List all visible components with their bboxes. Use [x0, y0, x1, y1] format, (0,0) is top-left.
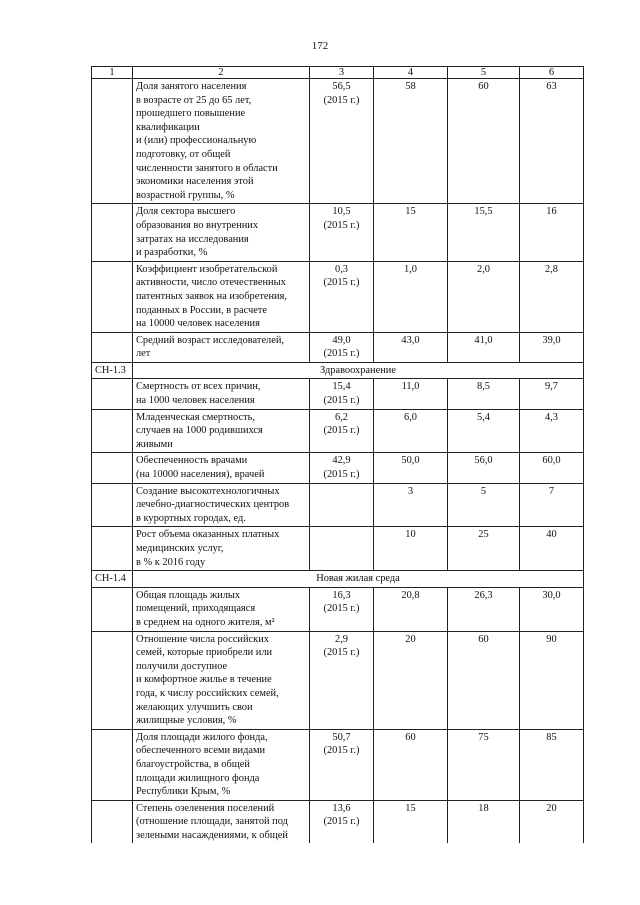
target-value-col6: 4,3 — [520, 409, 584, 453]
base-value: 49,0 (2015 г.) — [310, 332, 374, 362]
target-value-col5: 8,5 — [448, 379, 520, 409]
target-value-col5: 2,0 — [448, 261, 520, 332]
indicator-row — [92, 453, 584, 483]
indicator-row — [92, 587, 584, 631]
indicator-row — [92, 332, 584, 362]
section-row — [92, 362, 584, 379]
target-value-col5: 18 — [448, 800, 520, 843]
column-number-5: 5 — [448, 67, 520, 79]
target-value-col6: 60,0 — [520, 453, 584, 483]
indicator-row — [92, 379, 584, 409]
code-cell — [92, 79, 133, 204]
base-value: 13,6 (2015 г.) — [310, 800, 374, 843]
indicator-name: Общая площадь жилых помещений, приходящаяся в среднем на одного жителя, м² — [133, 587, 310, 631]
indicator-row — [92, 527, 584, 571]
section-code: СН-1.4 — [92, 571, 133, 588]
target-value-col4: 15 — [374, 204, 448, 261]
target-value-col6: 7 — [520, 483, 584, 527]
target-value-col4: 6,0 — [374, 409, 448, 453]
target-value-col6: 2,8 — [520, 261, 584, 332]
indicator-name: Доля сектора высшего образования во внутренних затратах на исследования и разработки, % — [133, 204, 310, 261]
target-value-col4: 58 — [374, 79, 448, 204]
code-cell — [92, 332, 133, 362]
target-value-col4: 60 — [374, 729, 448, 800]
indicator-name: Доля площади жилого фонда, обеспеченного всеми видами благоустройства, в общей площади жилищного фонда Республики Крым, % — [133, 729, 310, 800]
target-value-col6: 16 — [520, 204, 584, 261]
code-cell — [92, 800, 133, 843]
target-value-col5: 41,0 — [448, 332, 520, 362]
target-value-col5: 26,3 — [448, 587, 520, 631]
base-value — [310, 527, 374, 571]
target-value-col4: 10 — [374, 527, 448, 571]
indicator-row — [92, 409, 584, 453]
indicator-name: Доля занятого населения в возрасте от 25 до 65 лет, прошедшего повышение квалификации и (или) профессиональную подготовку, от общей численности занятого в области экономики населения этой возрастной группы, % — [133, 79, 310, 204]
target-value-col6: 20 — [520, 800, 584, 843]
base-value — [310, 483, 374, 527]
indicator-name: Обеспеченность врачами (на 10000 населения), врачей — [133, 453, 310, 483]
target-value-col6: 30,0 — [520, 587, 584, 631]
target-value-col6: 85 — [520, 729, 584, 800]
base-value: 50,7 (2015 г.) — [310, 729, 374, 800]
target-value-col4: 43,0 — [374, 332, 448, 362]
indicator-name: Коэффициент изобретательской активности, число отечественных патентных заявок на изобретения, поданных в России, в расчете на 10000 человек населения — [133, 261, 310, 332]
target-value-col6: 63 — [520, 79, 584, 204]
target-value-col6: 39,0 — [520, 332, 584, 362]
target-value-col5: 75 — [448, 729, 520, 800]
indicator-name: Создание высокотехнологичных лечебно-диагностических центров в курортных городах, ед. — [133, 483, 310, 527]
indicator-name: Смертность от всех причин, на 1000 человек населения — [133, 379, 310, 409]
base-value: 16,3 (2015 г.) — [310, 587, 374, 631]
indicator-row — [92, 729, 584, 800]
target-value-col5: 5 — [448, 483, 520, 527]
target-value-col4: 20 — [374, 631, 448, 729]
target-value-col4: 3 — [374, 483, 448, 527]
target-value-col4: 1,0 — [374, 261, 448, 332]
code-cell — [92, 483, 133, 527]
code-cell — [92, 261, 133, 332]
target-value-col6: 9,7 — [520, 379, 584, 409]
base-value: 0,3 (2015 г.) — [310, 261, 374, 332]
indicator-row — [92, 483, 584, 527]
section-title: Здравоохранение — [133, 362, 584, 379]
indicator-name: Степень озеленения поселений (отношение площади, занятой под зелеными насаждениями, к общей — [133, 800, 310, 843]
page-number: 172 — [311, 40, 329, 52]
code-cell — [92, 631, 133, 729]
code-cell — [92, 587, 133, 631]
indicator-row — [92, 631, 584, 729]
section-row — [92, 571, 584, 588]
column-number-2: 2 — [133, 67, 310, 79]
code-cell — [92, 204, 133, 261]
code-cell — [92, 453, 133, 483]
table-header-row — [92, 67, 584, 79]
column-number-3: 3 — [310, 67, 374, 79]
code-cell — [92, 379, 133, 409]
target-value-col4: 15 — [374, 800, 448, 843]
base-value: 42,9 (2015 г.) — [310, 453, 374, 483]
column-number-6: 6 — [520, 67, 584, 79]
section-title: Новая жилая среда — [133, 571, 584, 588]
indicator-name: Средний возраст исследователей, лет — [133, 332, 310, 362]
target-value-col5: 25 — [448, 527, 520, 571]
indicator-name: Отношение числа российских семей, которые приобрели или получили доступное и комфортное жилье в течение года, к числу российских семей, желающих улучшить свои жилищные условия, % — [133, 631, 310, 729]
indicator-row — [92, 79, 584, 204]
column-number-4: 4 — [374, 67, 448, 79]
indicator-name: Младенческая смертность, случаев на 1000 родившихся живыми — [133, 409, 310, 453]
indicator-name: Рост объема оказанных платных медицинских услуг, в % к 2016 году — [133, 527, 310, 571]
target-value-col5: 5,4 — [448, 409, 520, 453]
target-value-col5: 15,5 — [448, 204, 520, 261]
base-value: 56,5 (2015 г.) — [310, 79, 374, 204]
section-code: СН-1.3 — [92, 362, 133, 379]
target-value-col5: 60 — [448, 79, 520, 204]
base-value: 2,9 (2015 г.) — [310, 631, 374, 729]
indicator-row — [92, 261, 584, 332]
code-cell — [92, 527, 133, 571]
target-value-col4: 11,0 — [374, 379, 448, 409]
target-value-col4: 20,8 — [374, 587, 448, 631]
column-number-1: 1 — [92, 67, 133, 79]
indicator-row — [92, 204, 584, 261]
target-value-col6: 40 — [520, 527, 584, 571]
target-value-col4: 50,0 — [374, 453, 448, 483]
target-value-col5: 60 — [448, 631, 520, 729]
base-value: 6,2 (2015 г.) — [310, 409, 374, 453]
indicator-row — [92, 800, 584, 843]
code-cell — [92, 729, 133, 800]
indicators-table — [91, 66, 584, 843]
code-cell — [92, 409, 133, 453]
target-value-col6: 90 — [520, 631, 584, 729]
base-value: 15,4 (2015 г.) — [310, 379, 374, 409]
target-value-col5: 56,0 — [448, 453, 520, 483]
base-value: 10,5 (2015 г.) — [310, 204, 374, 261]
